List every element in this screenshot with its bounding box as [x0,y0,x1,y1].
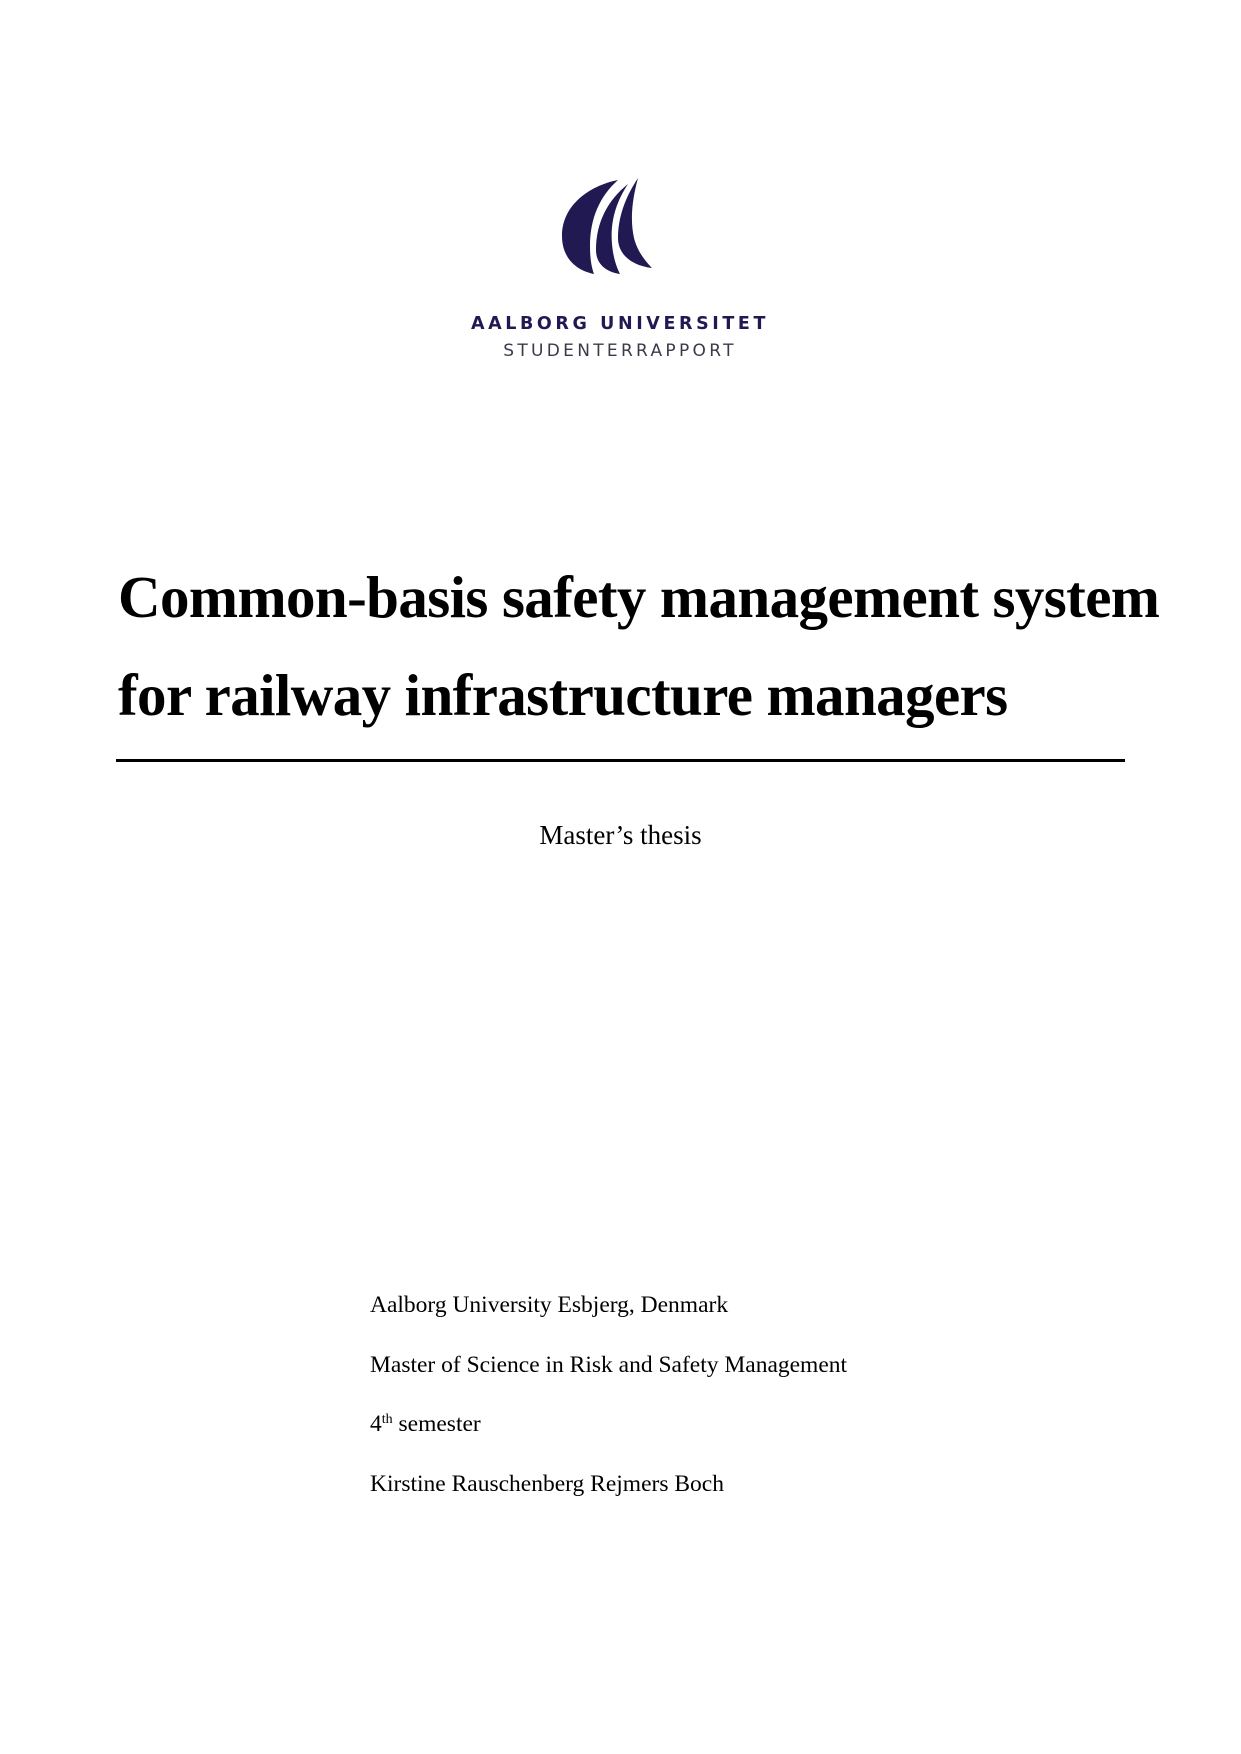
title-divider [116,759,1125,762]
semester [370,1408,1070,1468]
logo-university-name: AALBORG UNIVERSITET [470,314,770,334]
author: Kirstine Rauschenberg Rejmers Boch [370,1470,724,1497]
thesis-title [118,548,1160,744]
semester-number: 4 [370,1411,382,1437]
programme: Master of Science in Risk and Safety Management [370,1351,848,1378]
logo-subtitle: STUDENTERRAPPORT [503,341,737,361]
document-type: Master’s thesis [539,820,702,850]
institution: Aalborg University Esbjerg, Denmark [370,1292,729,1318]
title-line-2: for railway infrastructure managers [118,662,1008,728]
title-line-1: Common-basis safety management system [118,564,1160,630]
aalborg-university-emblem-icon [560,178,660,278]
thesis-details [370,1289,1070,1527]
semester-suffix: th [381,1412,393,1427]
semester-word: semester [392,1411,481,1437]
